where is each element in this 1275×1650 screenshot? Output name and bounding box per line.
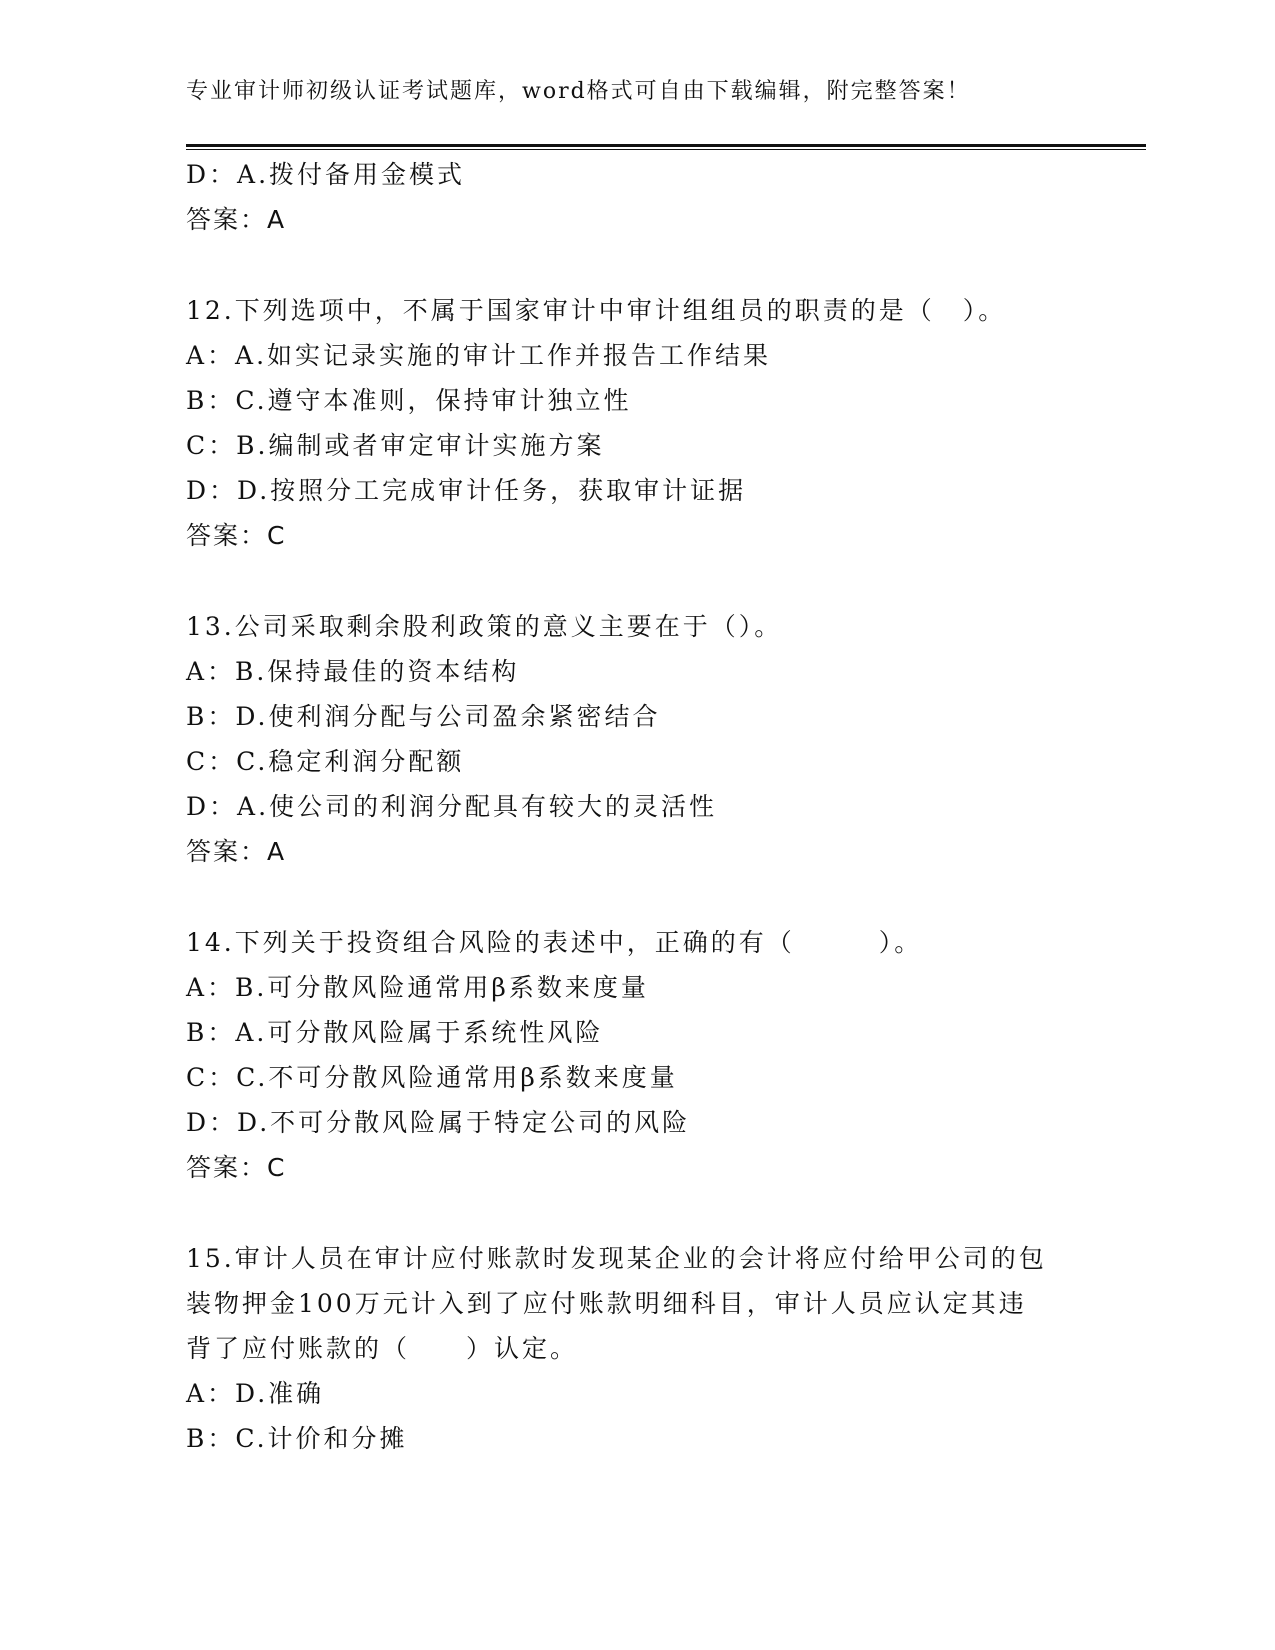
option-line: B：C.遵守本准则，保持审计独立性	[186, 386, 632, 415]
option-line: C：B.编制或者审定审计实施方案	[186, 431, 605, 460]
option-line: D：D.不可分散风险属于特定公司的风险	[186, 1108, 691, 1137]
question-stem: 15.审计人员在审计应付账款时发现某企业的会计将应付给甲公司的包	[186, 1244, 1047, 1273]
option-line: A：D.准确	[186, 1379, 325, 1408]
option-line: A：B.保持最佳的资本结构	[186, 657, 520, 686]
option-line: D：A.使公司的利润分配具有较大的灵活性	[186, 792, 718, 821]
question-block	[186, 920, 1086, 1190]
option-line: A：A.如实记录实施的审计工作并报告工作结果	[186, 341, 772, 370]
option-line: D：D.按照分工完成审计任务，获取审计证据	[186, 476, 747, 505]
question-block	[186, 288, 1086, 558]
page-header: 专业审计师初级认证考试题库，word格式可自由下载编辑，附完整答案！	[186, 79, 971, 104]
question-content	[186, 152, 1086, 1461]
header-rule-thin	[186, 149, 1146, 150]
spacer	[186, 874, 1086, 920]
question-stem: 装物押金100万元计入到了应付账款明细科目，审计人员应认定其违	[186, 1289, 1027, 1318]
question-stem: 14.下列关于投资组合风险的表述中，正确的有（ ）。	[186, 928, 923, 957]
answer-line: 答案：C	[186, 1153, 287, 1182]
answer-line: 答案：A	[186, 837, 287, 866]
option-line: A：B.可分散风险通常用β系数来度量	[186, 973, 649, 1002]
option-line: B：D.使利润分配与公司盈余紧密结合	[186, 702, 661, 731]
question-stem: 12.下列选项中，不属于国家审计中审计组组员的职责的是（ ）。	[186, 296, 1007, 325]
option-line: C：C.稳定利润分配额	[186, 747, 465, 776]
answer-line: 答案：C	[186, 521, 287, 550]
header-rule-thick	[186, 144, 1146, 147]
option-line: B：A.可分散风险属于系统性风险	[186, 1018, 604, 1047]
question-stem: 背了应付账款的（ ）认定。	[186, 1334, 579, 1363]
spacer	[186, 1190, 1086, 1236]
question-block	[186, 1236, 1086, 1461]
option-line: C：C.不可分散风险通常用β系数来度量	[186, 1063, 678, 1092]
spacer	[186, 558, 1086, 604]
option-line: B：C.计价和分摊	[186, 1424, 408, 1453]
question-stem: 13.公司采取剩余股利政策的意义主要在于（）。	[186, 612, 783, 641]
question-block	[186, 604, 1086, 874]
option-line: D：A.拨付备用金模式	[186, 160, 466, 189]
spacer	[186, 242, 1086, 288]
answer-line: 答案：A	[186, 205, 287, 234]
